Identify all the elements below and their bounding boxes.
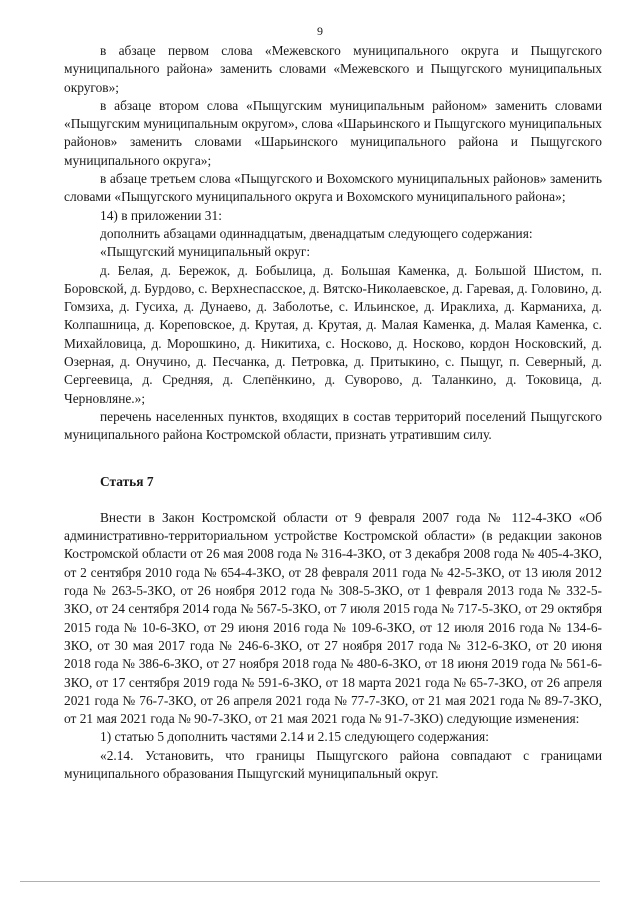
settlement-list: д. Белая, д. Бережок, д. Бобылица, д. Большая Каменка, д. Большой Шистом, п. Боровской, д. Бурдово, с. Верхнеспасское, д. Вятско-Николаевское, д. Гаревая, д. Головино, д. Гомзиха, д. Гусиха, д. Дунаево, д. Заболотье, с. Ильинское, д. Ираклиха, д. Карманиха, д. Колпашница, д. Кореповское, д. Крутая, д. Крутая, д. Малая Каменка, д. Малая Каменка, с. Михайловица, д. Морошкино, д. Никитиха, с. Носково, д. Носково, кордон Носковский, д. Озерная, д. Онучино, д. Песчанка, д. Петровка, д. Притыкино, с. Пыщуг, п. Северный, д. Сергеевица, д. Средняя, д. Слепёнкино, д. Суворово, д. Таланкино, д. Токовица, д. Черновляне.»; xyxy=(64,262,602,406)
page-number: 9 xyxy=(317,24,323,38)
article-7-item-1-text: «2.14. Установить, что границы Пыщугского района совпадают с границами муниципального образования Пыщугский муниципальный округ. xyxy=(64,747,602,781)
document-body xyxy=(64,42,602,783)
article-7-item-1: 1) статью 5 дополнить частями 2.14 и 2.15 следующего содержания: xyxy=(100,729,489,745)
article-7-heading: Статья 7 xyxy=(100,473,154,489)
paragraph-3: в абзаце третьем слова «Пыщугского и Вохомского муниципальных районов» заменить словами «Пыщугского муниципального округа и Вохомского муниципального района»; xyxy=(64,171,602,205)
paragraph-2: в абзаце втором слова «Пыщугским муниципальным районом» заменить словами «Пыщугским муниципальным округом», слова «Шарьинского и Пыщугского муниципальных районов» заменить словами «Шарьинского муниципального района и Пыщугского муниципального округа»; xyxy=(64,97,602,168)
paragraph-1: в абзаце первом слова «Межевского муниципального округа и Пыщугского муниципального района» заменить словами «Межевского и Пыщугского муниципальных округов»; xyxy=(64,43,602,95)
article-7-intro: Внести в Закон Костромской области от 9 февраля 2007 года № 112-4-ЗКО «Об административно-территориальном устройстве Костромской области» (в редакции законов Костромской области от 26 мая 2008 года № 316-4-ЗКО, от 3 декабря 2008 года № 405-4-ЗКО, от 2 сентября 2010 года № 654-4-ЗКО, от 28 февраля 2011 года № 42-5-ЗКО, от 13 июля 2012 года № 263-5-ЗКО, от 26 ноября 2012 года № 308-5-ЗКО, от 1 февраля 2013 года № 332-5-ЗКО, от 24 сентября 2014 года № 567-5-ЗКО, от 7 июля 2015 года № 717-5-ЗКО, от 29 октября 2015 года № 10-6-ЗКО, от 29 июня 2016 года № 109-6-ЗКО, от 12 июля 2016 года № 134-6-ЗКО, от 30 мая 2017 года № 246-6-ЗКО, от 27 ноября 2017 года № 312-6-ЗКО, от 20 июня 2018 года № 386-6-ЗКО, от 27 ноября 2018 года № 480-6-ЗКО, от 18 июня 2019 года № 561-6-ЗКО, от 17 сентября 2019 года № 591-6-ЗКО, от 18 марта 2021 года № 65-7-ЗКО, от 26 апреля 2021 года № 76-7-ЗКО, от 26 апреля 2021 года № 77-7-ЗКО, от 21 мая 2021 года № 89-7-ЗКО, от 21 мая 2021 года № 90-7-ЗКО, от 21 мая 2021 года № 91-7-ЗКО) следующие изменения: xyxy=(64,509,602,727)
paragraph-void: перечень населенных пунктов, входящих в состав территорий поселений Пыщугского муниципального района Костромской области, признать утратившим силу. xyxy=(64,408,602,443)
district-title: «Пыщугский муниципальный округ: xyxy=(100,244,311,260)
item-14: 14) в приложении 31: xyxy=(100,207,222,223)
paragraph-add: дополнить абзацами одиннадцатым, двенадцатым следующего содержания: xyxy=(100,225,533,241)
scan-edge-line xyxy=(20,881,600,882)
